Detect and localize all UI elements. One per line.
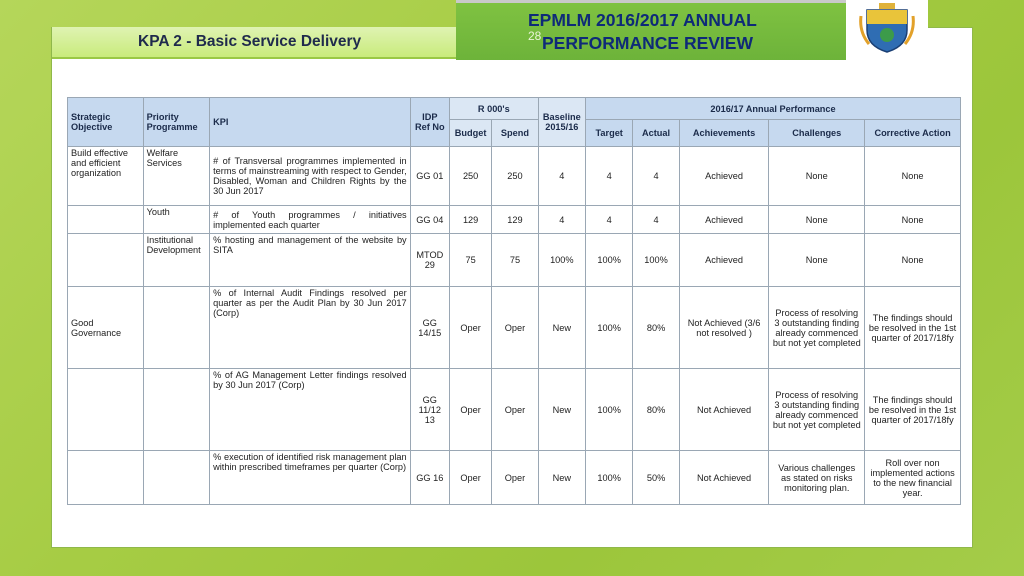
cell-objective (68, 206, 144, 234)
cell-baseline: 4 (538, 147, 585, 206)
cell-achievement: Achieved (679, 147, 769, 206)
cell-corrective: Roll over non implemented actions to the new financial year. (865, 451, 961, 505)
cell-corrective: None (865, 147, 961, 206)
cell-budget: 250 (449, 147, 491, 206)
cell-spend: 129 (492, 206, 538, 234)
cell-idp: MTOD 29 (410, 234, 449, 287)
header-budget: Budget (449, 120, 491, 147)
cell-spend: 250 (492, 147, 538, 206)
header-strategic-objective: Strategic Objective (68, 98, 144, 147)
cell-kpi: % execution of identified risk management plan within prescribed timeframes per quarter (Corp) (210, 451, 411, 505)
cell-target: 100% (586, 287, 633, 369)
cell-actual: 4 (633, 206, 679, 234)
cell-kpi: % of AG Management Letter findings resolved by 30 Jun 2017 (Corp) (210, 369, 411, 451)
cell-objective (68, 451, 144, 505)
cell-programme (143, 369, 210, 451)
cell-objective (68, 234, 144, 287)
cell-objective: Good Governance (68, 287, 144, 369)
cell-challenges: Process of resolving 3 outstanding finding already commenced but not yet completed (769, 369, 865, 451)
cell-corrective: None (865, 234, 961, 287)
table-row (68, 451, 961, 505)
cell-programme (143, 451, 210, 505)
cell-budget: Oper (449, 369, 491, 451)
header-challenges: Challenges (769, 120, 865, 147)
cell-kpi: % of Internal Audit Findings resolved per quarter as per the Audit Plan by 30 Jun 2017 (Corp) (210, 287, 411, 369)
table-row (68, 147, 961, 206)
kpa-title: KPA 2 - Basic Service Delivery (138, 33, 362, 50)
header-spend: Spend (492, 120, 538, 147)
cell-idp: GG 01 (410, 147, 449, 206)
cell-achievement: Achieved (679, 234, 769, 287)
table-row (68, 369, 961, 451)
cell-challenges: Process of resolving 3 outstanding finding already commenced but not yet completed (769, 287, 865, 369)
cell-corrective: None (865, 206, 961, 234)
cell-budget: Oper (449, 287, 491, 369)
page-title (528, 9, 757, 55)
cell-actual: 4 (633, 147, 679, 206)
cell-challenges: None (769, 234, 865, 287)
cell-challenges: Various challenges as stated on risks monitoring plan. (769, 451, 865, 505)
cell-spend: Oper (492, 369, 538, 451)
cell-objective: Build effective and efficient organization (68, 147, 144, 206)
cell-programme: Welfare Services (143, 147, 210, 206)
cell-corrective: The findings should be resolved in the 1st quarter of 2017/18fy (865, 287, 961, 369)
header-baseline: Baseline 2015/16 (538, 98, 585, 147)
cell-baseline: New (538, 369, 585, 451)
header-achievements: Achievements (679, 120, 769, 147)
cell-actual: 80% (633, 287, 679, 369)
cell-programme: Institutional Development (143, 234, 210, 287)
cell-actual: 100% (633, 234, 679, 287)
kpa-banner (52, 27, 456, 59)
cell-baseline: 100% (538, 234, 585, 287)
cell-programme: Youth (143, 206, 210, 234)
cell-baseline: New (538, 451, 585, 505)
cell-budget: Oper (449, 451, 491, 505)
cell-challenges: None (769, 147, 865, 206)
cell-budget: 129 (449, 206, 491, 234)
table-row (68, 206, 961, 234)
municipal-crest-icon (846, 0, 928, 56)
cell-target: 100% (586, 234, 633, 287)
title-banner (456, 0, 846, 60)
cell-target: 4 (586, 206, 633, 234)
cell-achievement: Not Achieved (679, 451, 769, 505)
cell-idp: GG 14/15 (410, 287, 449, 369)
header-kpi: KPI (210, 98, 411, 147)
cell-target: 100% (586, 369, 633, 451)
crest-shield-icon (859, 2, 915, 54)
cell-kpi: # of Transversal programmes implemented in terms of mainstreaming with respect to Gender, Disabled, Woman and Children Rights by the 30 Jun 2017 (210, 147, 411, 206)
cell-programme (143, 287, 210, 369)
title-line-1: EPMLM 2016/2017 ANNUAL (528, 10, 757, 30)
cell-spend: Oper (492, 287, 538, 369)
header-target: Target (586, 120, 633, 147)
cell-achievement: Achieved (679, 206, 769, 234)
cell-idp: GG 16 (410, 451, 449, 505)
page-number: 28 (528, 29, 542, 43)
cell-baseline: New (538, 287, 585, 369)
header-actual: Actual (633, 120, 679, 147)
cell-achievement: Not Achieved (679, 369, 769, 451)
header-corrective-action: Corrective Action (865, 120, 961, 147)
title-line-2: PERFORMANCE REVIEW (542, 33, 753, 53)
cell-baseline: 4 (538, 206, 585, 234)
cell-idp: GG 04 (410, 206, 449, 234)
cell-kpi: # of Youth programmes / initiatives implemented each quarter (210, 206, 411, 234)
cell-budget: 75 (449, 234, 491, 287)
cell-idp: GG 11/12 13 (410, 369, 449, 451)
header-priority-programme: Priority Programme (143, 98, 210, 147)
cell-target: 100% (586, 451, 633, 505)
cell-actual: 50% (633, 451, 679, 505)
cell-kpi: % hosting and management of the website by SITA (210, 234, 411, 287)
cell-spend: Oper (492, 451, 538, 505)
cell-corrective: The findings should be resolved in the 1st quarter of 2017/18fy (865, 369, 961, 451)
header-annual-performance: 2016/17 Annual Performance (586, 98, 961, 120)
cell-objective (68, 369, 144, 451)
kpi-table (67, 97, 961, 505)
cell-target: 4 (586, 147, 633, 206)
cell-actual: 80% (633, 369, 679, 451)
cell-challenges: None (769, 206, 865, 234)
table-row (68, 234, 961, 287)
header-r000: R 000's (449, 98, 538, 120)
cell-spend: 75 (492, 234, 538, 287)
cell-achievement: Not Achieved (3/6 not resolved ) (679, 287, 769, 369)
header-idp-ref: IDP Ref No (410, 98, 449, 147)
table-row (68, 287, 961, 369)
